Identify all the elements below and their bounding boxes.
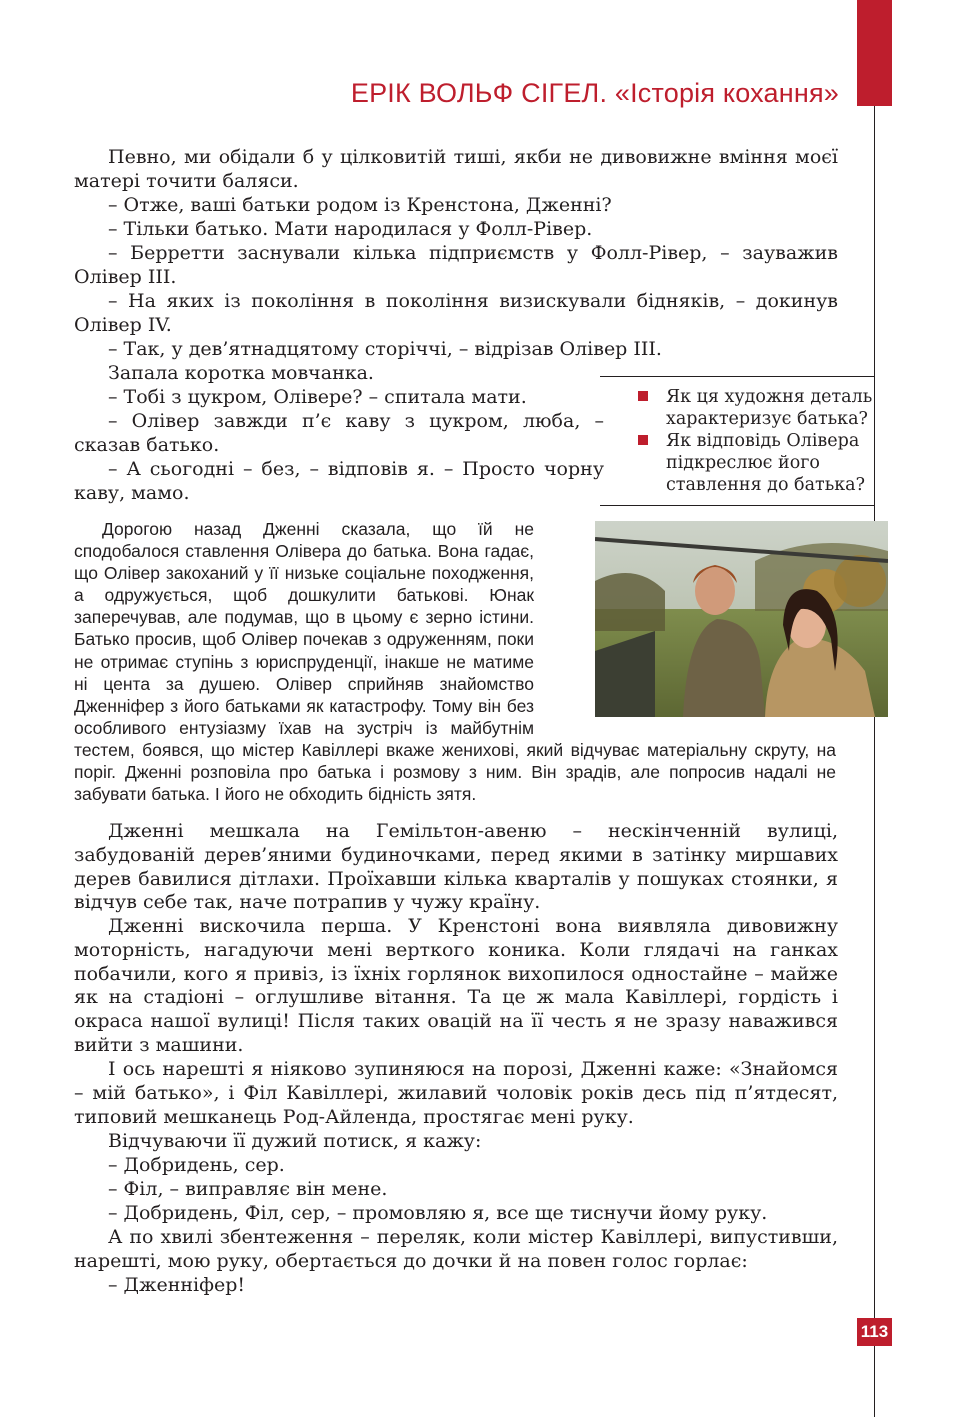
paragraph: – Берретти заснували кілька підприємств у Фолл-Рівер, – зауважив Олівер ІІІ. bbox=[74, 242, 838, 288]
paragraph: – Тільки батько. Мати народилася у Фолл-Рівер. bbox=[108, 218, 593, 240]
page-header-title: ЕРІК ВОЛЬФ СІГЕЛ. «Історія кохання» bbox=[350, 78, 839, 108]
paragraph: – Дженніфер! bbox=[108, 1274, 246, 1296]
paragraph: – А сьогодні – без, – відповів я. – Просто чорну каву, мамо. bbox=[74, 458, 604, 504]
sidebar-rule bbox=[600, 505, 874, 506]
paragraph: – Філ, – виправляє він мене. bbox=[108, 1178, 388, 1200]
paragraph: – Добридень, Філ, сер, – промовляю я, все ще тиснучи йому руку. bbox=[108, 1202, 768, 1224]
paragraph: А по хвилі збентеження – переляк, коли містер Кавіллері, випустивши, нарешті, мою руку, обертається до дочки й на повен голос горлає: bbox=[74, 1226, 838, 1272]
paragraph: Дженні вискочила перша. У Кренстоні вона виявляла дивовижну моторність, нагадуючи мені верткого коника. Коли глядачі на ганках побачили, кого я привіз, із їхніх горлянок вихопилося одностайне – майже як на стадіоні – оглушливе вітання. Та це ж мала Кавіллері, гордість і окраса нашої вулиці! Після таких овацій на її честь я не зразу наважився вийти з машини. bbox=[74, 915, 838, 1056]
paragraph: Певно, ми обідали б у цілковитій тиші, якби не дивовижне вміння моєї матері точити баляси. bbox=[74, 146, 838, 192]
margin-rule bbox=[874, 106, 875, 1417]
paragraph: – Олівер завжди п’є каву з цукром, люба, – сказав батько. bbox=[74, 410, 604, 456]
question-text: Як ця художня деталь характеризує батька? bbox=[666, 387, 873, 429]
red-square-bullet-icon bbox=[638, 391, 648, 401]
header-accent-bar bbox=[857, 0, 892, 106]
paragraph: Дженні мешкала на Гемільтон-авеню – нескінченній вулиці, забудованій дерев’яними будиночками, перед якими в затінку миршавих дерев бавилися дітлахи. Проїхавши кілька кварталів у пошуках стоянки, я відчув себе так, наче потрапив у чужу країну. bbox=[74, 820, 838, 914]
plot-summary bbox=[74, 518, 836, 805]
photo-spacer bbox=[534, 521, 836, 717]
question-text: Як відповідь Олівера підкреслює його ставлення до батька? bbox=[666, 431, 865, 495]
paragraph: Запала коротка мовчанка. bbox=[108, 362, 374, 384]
page-number: 113 bbox=[857, 1318, 892, 1346]
paragraph: – Отже, ваші батьки родом із Кренстона, Дженні? bbox=[108, 194, 612, 216]
paragraph: – На яких із покоління в покоління визискували бідняків, – докинув Олівер IV. bbox=[74, 290, 838, 336]
question-item bbox=[640, 430, 890, 496]
paragraph: – Добридень, сер. bbox=[108, 1154, 285, 1176]
paragraph: І ось нарешті я ніяково зупиняюся на порозі, Дженні каже: «Знайомся – мій батько», і Філ Кавіллері, жилавий чоловік років десь під п’ятдесят, типовий мешканець Род-Айленда, простягає мені руку. bbox=[74, 1058, 838, 1128]
sidebar-questions bbox=[640, 386, 890, 496]
red-square-bullet-icon bbox=[638, 435, 648, 445]
paragraph: – Тобі з цукром, Олівере? – спитала мати. bbox=[108, 386, 527, 408]
paragraph: – Так, у дев’ятнадцятому сторіччі, – відрізав Олівер ІІІ. bbox=[108, 338, 662, 360]
paragraph: Відчуваючи її дужий потиск, я кажу: bbox=[108, 1130, 482, 1152]
summary-text: Дорогою назад Дженні сказала, що їй не сподобалося ставлення Олівера до батька. Вона гадає, що Олівер закоханий у її низьке соціальне походження, а одружується, щоб дошкулити батькові. Юнак заперечував, але подумав, що в цьому є зерно істини. Батько просив, щоб Олівер почекав з одруженням, поки не отримає ступінь з юриспруденції, інакше не матиме ні цента за душею. Олівер сприйняв знайомство Дженніфер з його батьками як катастрофу. Тому він без особливого ентузіазму їхав на зустріч із майбутнім тестем, боявся, що містер Кавіллері вкаже женихові, який відчуває матеріальну скруту, на поріг. Дженні розповіла про батька і розмову з ним. Він зрадів, але попросив надалі не забувати батька. І його не обходить бідність зятя. bbox=[74, 519, 836, 805]
sidebar-rule bbox=[600, 376, 874, 377]
question-item bbox=[640, 386, 890, 430]
